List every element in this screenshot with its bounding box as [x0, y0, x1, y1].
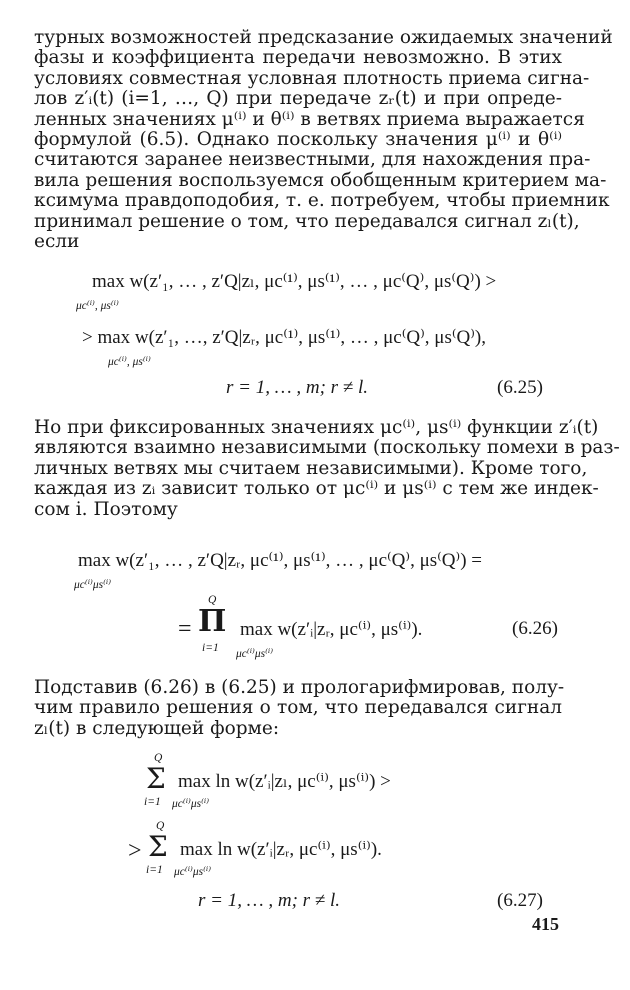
eq-6-27-line-2-subscript: μc⁽ⁱ⁾μs⁽ⁱ⁾	[174, 866, 212, 878]
text-line: являются взаимно независимыми (поскольку помехи в раз-	[34, 437, 620, 459]
eq-6-27-sum-1-lower: i=1	[144, 796, 161, 808]
eq-6-25-line-2-subscript: μc⁽ⁱ⁾, μs⁽ⁱ⁾	[108, 356, 151, 368]
eq-6-26-equals: =	[178, 616, 192, 642]
text-line: Но при фиксированных значениях μc⁽ⁱ⁾, μs⁽ⁱ⁾ функции z′ᵢ(t)	[34, 417, 599, 438]
eq-6-27-condition: r = 1, … , m; r ≠ l.	[198, 890, 341, 911]
text-line: фазы и коэффициента передачи невозможно. В этих	[34, 47, 562, 69]
eq-6-25-line-2: > max w(z′₁, …, z′Q|zᵣ, μc⁽¹⁾, μs⁽¹⁾, … , μc⁽Q⁾, μs⁽Q⁾),	[82, 327, 486, 348]
text-line: лов z′ᵢ(t) (i=1, …, Q) при передаче zᵣ(t) и при опреде-	[34, 88, 562, 110]
page-number: 415	[532, 914, 559, 934]
text-line: если	[34, 231, 80, 253]
eq-6-27-line-2: max ln w(z′ᵢ|zᵣ, μc⁽ⁱ⁾, μs⁽ⁱ⁾).	[180, 839, 382, 860]
text-line: считаются заранее неизвестными, для нахождения пра-	[34, 149, 591, 171]
eq-6-27-sum-2-upper: Q	[156, 820, 165, 832]
text-line: формулой (6.5). Однако поскольку значения μ⁽ⁱ⁾ и θ⁽ⁱ⁾	[34, 129, 562, 151]
eq-6-25-number: (6.25)	[497, 377, 543, 398]
text-line: каждая из zᵢ зависит только от μc⁽ⁱ⁾ и μs⁽ⁱ⁾ с тем же индек-	[34, 478, 599, 500]
eq-6-25-line-1: max w(z′₁, … , z′Q|zₗ, μc⁽¹⁾, μs⁽¹⁾, … , μc⁽Q⁾, μs⁽Q⁾) >	[92, 271, 497, 292]
text-line: вила решения воспользуемся обобщенным критерием ма-	[34, 169, 607, 191]
paragraph-3	[34, 677, 565, 739]
text-line: личных ветвях мы считаем независимыми). Кроме того,	[34, 457, 588, 479]
eq-6-26-product-symbol: Π	[198, 604, 227, 639]
eq-6-25-line-1-subscript: μc⁽ⁱ⁾, μs⁽ⁱ⁾	[76, 300, 119, 312]
eq-6-26-line-1-subscript: μc⁽ⁱ⁾μs⁽ⁱ⁾	[74, 579, 112, 591]
text-line: сом i. Поэтому	[34, 498, 178, 520]
text-line: чим правило решения о том, что передавался сигнал	[34, 697, 562, 719]
eq-6-27-sum-1-symbol: Σ	[146, 762, 166, 795]
eq-6-27-greater-sign: >	[128, 838, 142, 864]
eq-6-26-product-upper: Q	[208, 594, 217, 606]
eq-6-26-line-2: max w(z′ᵢ|zᵣ, μc⁽ⁱ⁾, μs⁽ⁱ⁾).	[240, 619, 423, 640]
text-line: ленных значениях μ⁽ⁱ⁾ и θ⁽ⁱ⁾ в ветвях приема выражается	[34, 108, 585, 130]
text-line: zₗ(t) в следующей форме:	[34, 717, 280, 739]
eq-6-26-line-1: max w(z′₁, … , z′Q|zᵣ, μc⁽¹⁾, μs⁽¹⁾, … , μc⁽Q⁾, μs⁽Q⁾) =	[78, 550, 482, 571]
eq-6-25-condition: r = 1, … , m; r ≠ l.	[226, 377, 369, 398]
paragraph-2	[34, 417, 620, 520]
paragraph-1	[34, 27, 613, 253]
text-line: турных возможностей предсказание ожидаемых значений	[34, 27, 613, 48]
eq-6-27-sum-2-symbol: Σ	[148, 830, 168, 863]
eq-6-27-line-1: max ln w(z′ᵢ|zₗ, μc⁽ⁱ⁾, μs⁽ⁱ⁾) >	[178, 771, 391, 792]
eq-6-27-number: (6.27)	[497, 890, 543, 911]
text-line: принимал решение о том, что передавался сигнал zₗ(t),	[34, 210, 580, 232]
text-line: условиях совместная условная плотность приема сигна-	[34, 67, 590, 89]
eq-6-27-line-1-subscript: μc⁽ⁱ⁾μs⁽ⁱ⁾	[172, 798, 210, 810]
eq-6-27-sum-2-lower: i=1	[146, 864, 163, 876]
eq-6-27-sum-1-upper: Q	[154, 752, 163, 764]
eq-6-26-product-lower: i=1	[202, 642, 219, 654]
text-line: ксимума правдоподобия, т. е. потребуем, чтобы приемник	[34, 190, 610, 212]
eq-6-26-number: (6.26)	[512, 618, 558, 639]
text-line: Подставив (6.26) в (6.25) и прологарифмировав, полу-	[34, 677, 565, 698]
eq-6-26-line-2-subscript: μc⁽ⁱ⁾μs⁽ⁱ⁾	[236, 648, 274, 660]
